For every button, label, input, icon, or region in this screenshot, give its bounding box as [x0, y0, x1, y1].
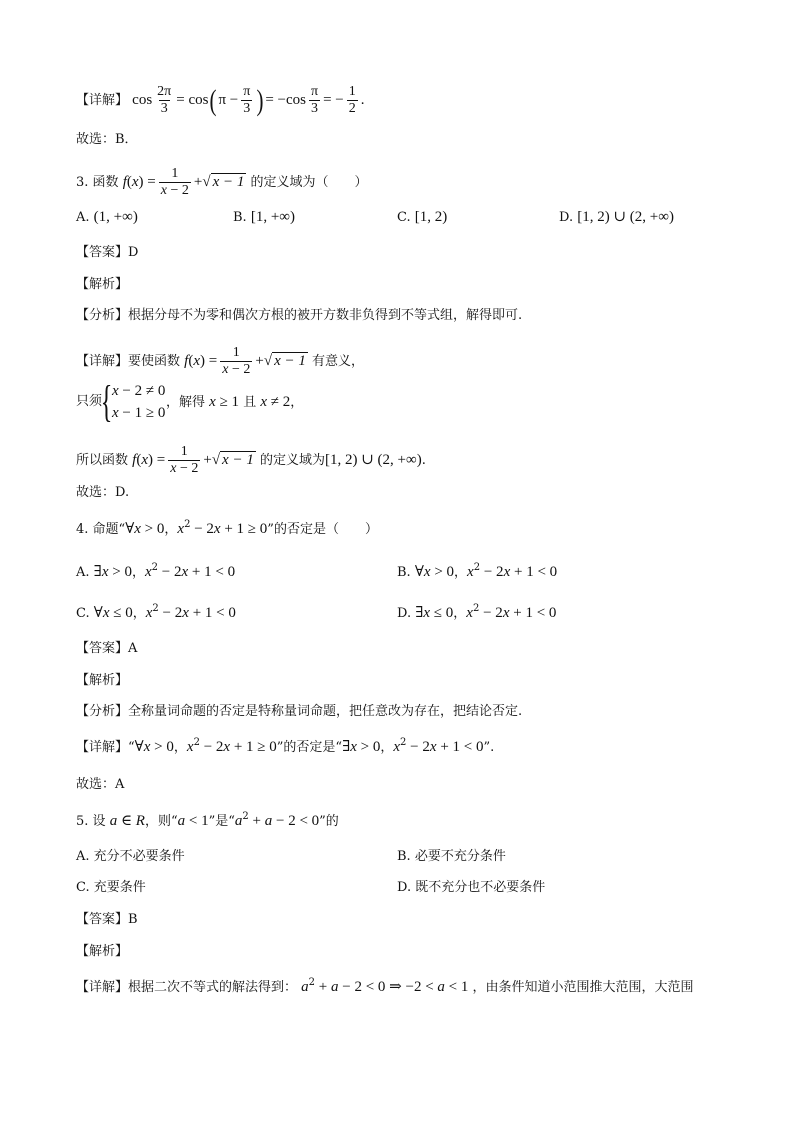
q3-option-c: C. [1, 2)	[397, 209, 448, 225]
q4-option-d: D. ∃x ≤ 0，$x^2 - 2x + 1 < 0$	[397, 603, 557, 621]
q3-detail-solve: ，解得 x ≥ 1 且 x ≠ 2，	[166, 394, 304, 410]
q5-option-d: D. 既不充分也不必要条件	[397, 880, 546, 895]
q3-stem: 3. 函数 f(x) = $\frac{1}{x - 2}$ +√ x − 1 的定义域为（ ）	[76, 166, 368, 198]
q4-detail: 【详解】“∀x > 0，$x^2 - 2x + 1 \ge 0$”的否定是“∃x > 0，$x^2 - 2x + 1 < 0$”.	[76, 737, 495, 755]
q4-option-c: C. ∀x ≤ 0，$x^2 - 2x + 1 < 0$	[76, 603, 236, 621]
q2-choice: 故选：B．	[76, 132, 138, 147]
system-brace: {	[100, 377, 113, 426]
inequality-1: x − 2 ≠ 0	[112, 383, 166, 399]
q4-answer: 【答案】A	[76, 641, 138, 656]
q4-choice: 故选：A	[76, 777, 125, 792]
q3-detail-line1: 【详解】要使函数 f(x) = $\frac{1}{x - 2}$ +√ x − 1 有意义，	[76, 345, 364, 377]
q3-choice: 故选：D.	[76, 485, 130, 500]
q5-option-c: C. 充要条件	[76, 880, 146, 895]
q2-detail-line: 【详解】 cos $\frac{2\pi}{3}$ = cos( π − $\frac{\pi}{3}$ ) = −cos $\frac{\pi}{3}$ = − $\frac{1}{2}$ .	[76, 83, 365, 117]
q4-fenxi: 【分析】全称量词命题的否定是特称量词命题，把任意改为存在，把结论否定.	[76, 704, 523, 719]
q5-stem: 5. 设 a ∈ R，则“a < 1”是“$a^2 + a - 2 < 0$”的	[76, 811, 339, 829]
q5-detail: 【详解】根据二次不等式的解法得到： $a^2 + a - 2 < 0$ ⇒ −2 < a < 1 ，由条件知道小范围推大范围，大范围	[76, 977, 694, 995]
inequality-2: x − 1 ≥ 0	[112, 405, 166, 421]
q5-option-a: A. 充分不必要条件	[76, 849, 185, 864]
q3-answer: 【答案】D	[76, 245, 139, 260]
q3-option-d: D. [1, 2) ∪ (2, +∞)	[559, 209, 674, 225]
q3-fenxi: 【分析】根据分母不为零和偶次方根的被开方数非负得到不等式组，解得即可.	[76, 308, 523, 323]
q4-stem: 4. 命题“∀x > 0，$x^2 - 2x + 1 \ge 0$”的否定是（ ）	[76, 519, 378, 537]
q3-option-b: B. [1, +∞)	[233, 209, 295, 225]
q4-analysis-heading: 【解析】	[76, 673, 129, 688]
q3-detail-line2: 只须	[76, 394, 103, 409]
q3-analysis-heading: 【解析】	[76, 277, 129, 292]
q5-option-b: B. 必要不充分条件	[397, 849, 506, 864]
q3-option-a: A. (1, +∞)	[76, 209, 138, 225]
q5-analysis-heading: 【解析】	[76, 944, 129, 959]
q3-detail-line3: 所以函数 f(x) = $\frac{1}{x - 2}$ +√ x − 1 的定义域为[1, 2) ∪ (2, +∞).	[76, 444, 426, 476]
q5-answer: 【答案】B	[76, 912, 138, 927]
q4-option-a: A. ∃x > 0，$x^2 - 2x + 1 < 0$	[76, 562, 236, 580]
q4-option-b: B. ∀x > 0，$x^2 - 2x + 1 < 0$	[397, 562, 558, 580]
